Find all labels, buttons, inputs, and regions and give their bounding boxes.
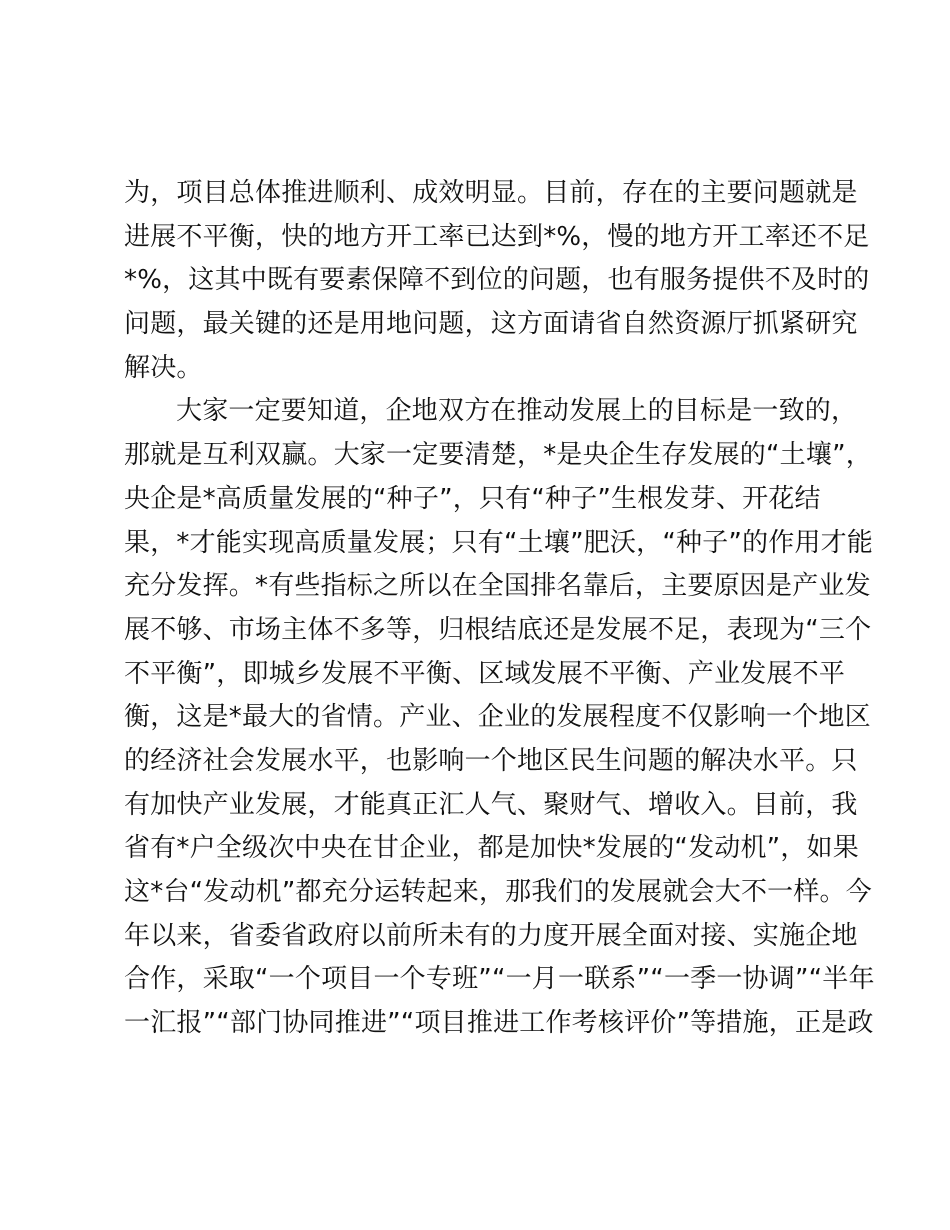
- text-line: 合作，采取“一个项目一个专班”“一月一联系”“一季一协调”“半年: [124, 964, 875, 995]
- text-line: 央企是*高质量发展的“种子”，只有“种子”生根发芽、开花结: [124, 483, 821, 514]
- text-line: 果，*才能实现高质量发展；只有“土壤”肥沃，“种子”的作用才能: [124, 527, 874, 558]
- text-line: 充分发挥。*有些指标之所以在全国排名靠后，主要原因是产业发: [124, 571, 871, 602]
- paragraph-first-line: 大家一定要知道，企地双方在推动发展上的目标是一致的，: [176, 396, 858, 427]
- text-line: 年以来，省委省政府以前所未有的力度开展全面对接、实施企地: [124, 920, 858, 951]
- text-line: 解决。: [124, 352, 203, 383]
- text-line: 的经济社会发展水平，也影响一个地区民生问题的解决水平。只: [124, 745, 858, 776]
- text-line: 进展不平衡，快的地方开工率已达到*%，慢的地方开工率还不足: [124, 221, 870, 252]
- text-line: 不平衡”，即城乡发展不平衡、区域发展不平衡、产业发展不平: [124, 658, 846, 689]
- text-line: 那就是互利双赢。大家一定要清楚，*是央企生存发展的“土壤”，: [124, 440, 872, 471]
- text-line: 问题，最关键的还是用地问题，这方面请省自然资源厅抓紧研究: [124, 309, 858, 340]
- text-line: 这*台“发动机”都充分运转起来，那我们的发展就会大不一样。今: [124, 877, 872, 907]
- text-line: *%，这其中既有要素保障不到位的问题，也有服务提供不及时的: [124, 265, 870, 296]
- body-text: [124, 172, 875, 1046]
- text-line: 衡，这是*最大的省情。产业、企业的发展程度不仅影响一个地区: [124, 702, 871, 733]
- text-line: 有加快产业发展，才能真正汇人气、聚财气、增收入。目前，我: [124, 789, 858, 820]
- text-line: 省有*户全级次中央在甘企业，都是加快*发展的“发动机”，如果: [124, 833, 859, 864]
- text-line: 一汇报”“部门协同推进”“项目推进工作考核评价”等措施，正是政: [124, 1008, 874, 1039]
- text-line: 为，项目总体推进顺利、成效明显。目前，存在的主要问题就是: [124, 178, 858, 208]
- text-line: 展不够、市场主体不多等，归根结底还是发展不足，表现为“三个: [124, 614, 872, 645]
